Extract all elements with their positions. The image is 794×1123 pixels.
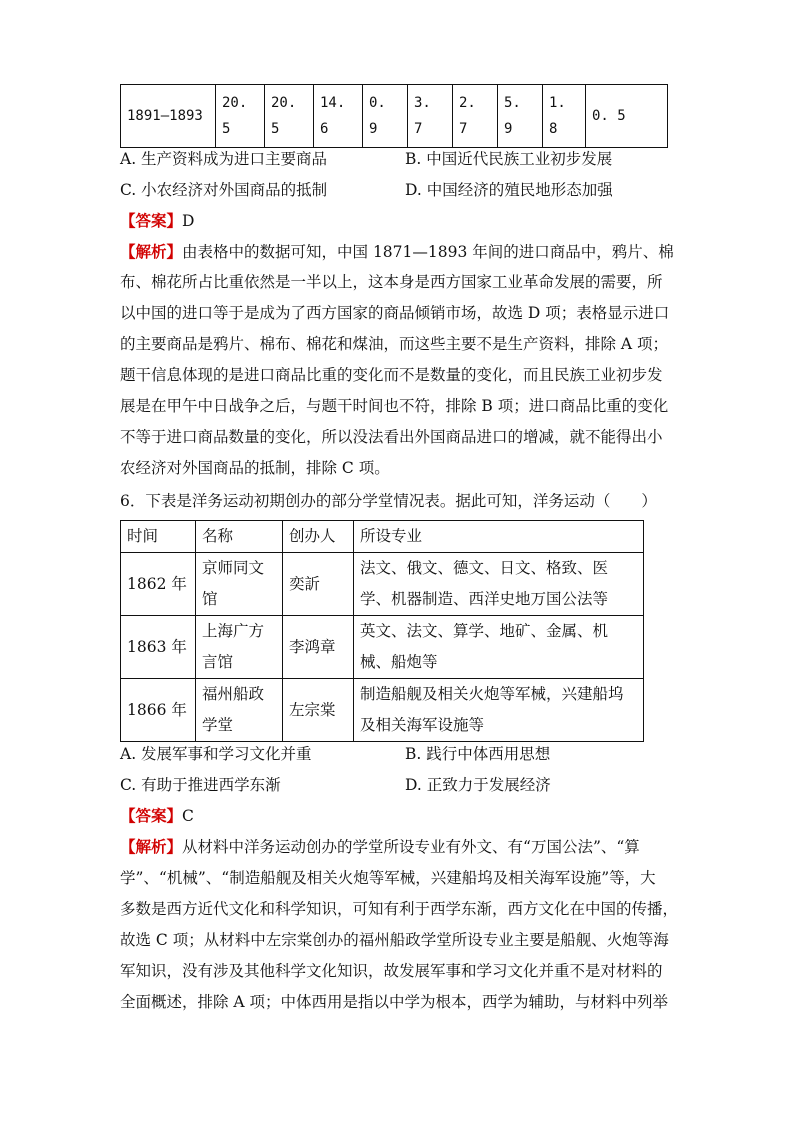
q5-analysis-line [120,242,674,262]
q6-analysis-line: 军知识，没有涉及其他科学文化知识，故发展军事和学习文化并重不是对材料的 [120,962,663,980]
table-cell: 制造船舰及相关火炮等军械，兴建船坞 及相关海军设施等 [354,679,644,742]
q6-analysis-line: 全面概述，排除 A 项；中体西用是指以中学为根本，西学为辅助，与材料中列举 [120,993,669,1011]
analysis-label: 【解析】 [120,837,183,856]
school-table [120,520,644,742]
q5-analysis-line: 以中国的进口等于是成为了西方国家的商品倾销市场，故选 D 项；表格显示进口 [120,304,670,322]
table-row [121,616,644,679]
q5-analysis-line: 的主要商品是鸦片、棉布、棉花和煤油，而这些主要不是生产资料，排除 A 项； [120,335,669,353]
table-cell: 2. 7 [453,85,498,148]
q6-option-a: A. 发展军事和学习文化并重 [120,745,312,763]
answer-value: C [182,807,194,825]
q6-analysis-line [120,837,640,857]
table-cell: 京师同文 馆 [196,553,283,616]
q6-option-b: B. 践行中体西用思想 [405,745,551,763]
table-cell: 福州船政 学堂 [196,679,283,742]
table-cell: 李鸿章 [283,616,354,679]
table-cell: 1891—1893 [121,85,216,148]
answer-label: 【答案】 [120,806,183,825]
q5-analysis-line: 不等于进口商品数量的变化，所以没法看出外国商品进口的增减，就不能得出小 [120,428,663,446]
table-header: 时间 [121,521,196,553]
q5-option-a: A. 生产资料成为进口主要商品 [120,150,328,168]
table-cell: 1866 年 [121,679,196,742]
table-cell: 3. 7 [408,85,453,148]
q6-stem: 6．下表是洋务运动初期创办的部分学堂情况表。据此可知，洋务运动（ ） [120,492,657,510]
table-header: 所设专业 [354,521,644,553]
table-cell: 左宗棠 [283,679,354,742]
q6-option-c: C. 有助于推进西学东渐 [120,776,281,794]
import-share-table [120,84,668,148]
table-cell: 20. 5 [265,85,314,148]
q6-analysis-line: 多数是西方近代文化和科学知识，可知有利于西学东渐，西方文化在中国的传播， [120,900,679,918]
answer-value: D [182,212,195,230]
table-cell: 1863 年 [121,616,196,679]
q5-option-d: D. 中国经济的殖民地形态加强 [405,181,613,199]
analysis-text: 由表格中的数据可知，中国 1871—1893 年间的进口商品中，鸦片、棉 [182,243,674,261]
analysis-text: 从材料中洋务运动创办的学堂所设专业有外文、有“万国公法”、“算 [182,838,640,856]
q6-answer [120,806,194,826]
q5-option-b: B. 中国近代民族工业初步发展 [405,150,613,168]
q5-analysis-line: 题干信息体现的是进口商品比重的变化而不是数量的变化，而且民族工业初步发 [120,366,663,384]
q5-analysis-line: 展是在甲午中日战争之后，与题干时间也不符，排除 B 项；进口商品比重的变化 [120,397,669,415]
table-cell: 20. 5 [216,85,265,148]
analysis-label: 【解析】 [120,242,183,261]
table-header-row [121,521,644,553]
table-header: 名称 [196,521,283,553]
q5-analysis-line: 农经济对外国商品的抵制，排除 C 项。 [120,459,390,477]
table-cell: 法文、俄文、德文、日文、格致、医 学、机器制造、西洋史地万国公法等 [354,553,644,616]
table-cell: 1. 8 [543,85,586,148]
table-cell: 1862 年 [121,553,196,616]
table-cell: 0. 5 [586,85,668,148]
table-row [121,679,644,742]
table-row [121,85,668,148]
table-cell: 14. 6 [314,85,363,148]
table-row [121,553,644,616]
q6-analysis-line: 学”、“机械”、“制造船舰及相关火炮等军械，兴建船坞及相关海军设施”等，大 [120,869,656,887]
table-cell: 英文、法文、算学、地矿、金属、机 械、船炮等 [354,616,644,679]
q5-option-c: C. 小农经济对外国商品的抵制 [120,181,328,199]
table-cell: 奕訢 [283,553,354,616]
table-header: 创办人 [283,521,354,553]
table-cell: 上海广方 言馆 [196,616,283,679]
table-cell: 0. 9 [363,85,408,148]
table-cell: 5. 9 [498,85,543,148]
q6-option-d: D. 正致力于发展经济 [405,776,551,794]
answer-label: 【答案】 [120,211,183,230]
q5-answer [120,211,194,231]
q5-analysis-line: 布、棉花所占比重依然是一半以上，这本身是西方国家工业革命发展的需要，所 [120,273,663,291]
q6-analysis-line: 故选 C 项；从材料中左宗棠创办的福州船政学堂所设专业主要是船舰、火炮等海 [120,931,669,949]
